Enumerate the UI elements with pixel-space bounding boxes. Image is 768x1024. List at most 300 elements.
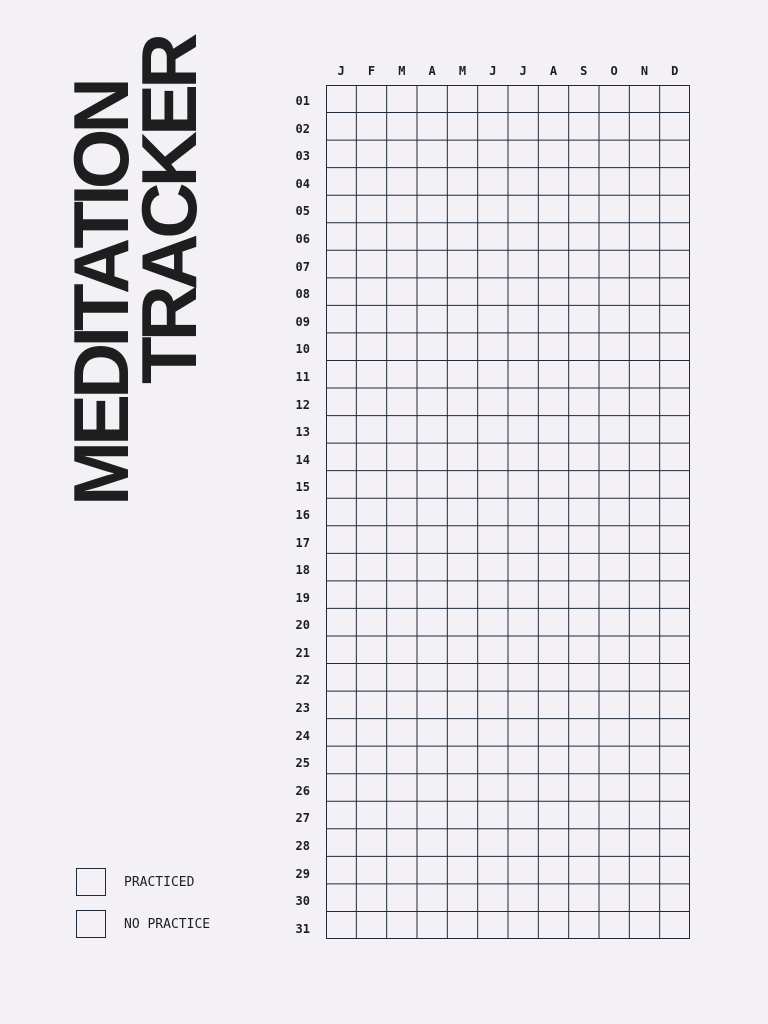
tracker-cell[interactable]: [447, 443, 477, 471]
tracker-cell[interactable]: [569, 498, 599, 526]
tracker-cell[interactable]: [660, 360, 690, 388]
tracker-cell[interactable]: [417, 223, 447, 251]
tracker-cell[interactable]: [417, 608, 447, 636]
tracker-cell[interactable]: [538, 250, 568, 278]
tracker-cell[interactable]: [387, 829, 417, 857]
tracker-cell[interactable]: [508, 168, 538, 196]
tracker-cell[interactable]: [599, 443, 629, 471]
tracker-cell[interactable]: [387, 140, 417, 168]
tracker-cell[interactable]: [660, 333, 690, 361]
tracker-cell[interactable]: [538, 746, 568, 774]
tracker-cell[interactable]: [356, 829, 386, 857]
tracker-cell[interactable]: [326, 113, 356, 141]
tracker-cell[interactable]: [326, 774, 356, 802]
tracker-cell[interactable]: [387, 911, 417, 939]
tracker-cell[interactable]: [417, 691, 447, 719]
tracker-cell[interactable]: [417, 498, 447, 526]
tracker-cell[interactable]: [326, 553, 356, 581]
tracker-cell[interactable]: [387, 113, 417, 141]
tracker-cell[interactable]: [356, 195, 386, 223]
tracker-cell[interactable]: [629, 801, 659, 829]
tracker-cell[interactable]: [508, 388, 538, 416]
tracker-cell[interactable]: [326, 911, 356, 939]
tracker-cell[interactable]: [417, 195, 447, 223]
tracker-cell[interactable]: [660, 856, 690, 884]
tracker-cell[interactable]: [417, 140, 447, 168]
tracker-cell[interactable]: [660, 498, 690, 526]
tracker-cell[interactable]: [447, 195, 477, 223]
tracker-cell[interactable]: [447, 553, 477, 581]
tracker-cell[interactable]: [417, 250, 447, 278]
tracker-cell[interactable]: [538, 856, 568, 884]
tracker-cell[interactable]: [478, 360, 508, 388]
tracker-cell[interactable]: [538, 443, 568, 471]
tracker-cell[interactable]: [387, 250, 417, 278]
tracker-cell[interactable]: [599, 691, 629, 719]
tracker-cell[interactable]: [417, 85, 447, 113]
tracker-cell[interactable]: [538, 526, 568, 554]
tracker-cell[interactable]: [660, 168, 690, 196]
tracker-cell[interactable]: [538, 195, 568, 223]
tracker-cell[interactable]: [478, 471, 508, 499]
tracker-cell[interactable]: [447, 471, 477, 499]
tracker-cell[interactable]: [417, 636, 447, 664]
tracker-cell[interactable]: [417, 113, 447, 141]
tracker-cell[interactable]: [417, 471, 447, 499]
tracker-cell[interactable]: [387, 388, 417, 416]
tracker-cell[interactable]: [356, 553, 386, 581]
tracker-cell[interactable]: [387, 443, 417, 471]
tracker-cell[interactable]: [629, 664, 659, 692]
tracker-cell[interactable]: [356, 443, 386, 471]
tracker-cell[interactable]: [569, 801, 599, 829]
tracker-cell[interactable]: [538, 113, 568, 141]
tracker-cell[interactable]: [629, 443, 659, 471]
tracker-cell[interactable]: [660, 884, 690, 912]
tracker-cell[interactable]: [599, 581, 629, 609]
tracker-cell[interactable]: [660, 443, 690, 471]
tracker-cell[interactable]: [387, 553, 417, 581]
tracker-cell[interactable]: [326, 333, 356, 361]
tracker-cell[interactable]: [417, 581, 447, 609]
tracker-cell[interactable]: [326, 471, 356, 499]
tracker-cell[interactable]: [478, 774, 508, 802]
tracker-cell[interactable]: [417, 801, 447, 829]
tracker-cell[interactable]: [599, 911, 629, 939]
tracker-cell[interactable]: [599, 664, 629, 692]
tracker-cell[interactable]: [417, 278, 447, 306]
tracker-cell[interactable]: [417, 829, 447, 857]
tracker-cell[interactable]: [447, 168, 477, 196]
tracker-cell[interactable]: [660, 581, 690, 609]
tracker-cell[interactable]: [660, 526, 690, 554]
tracker-cell[interactable]: [356, 250, 386, 278]
tracker-cell[interactable]: [629, 333, 659, 361]
tracker-cell[interactable]: [326, 416, 356, 444]
tracker-cell[interactable]: [629, 636, 659, 664]
tracker-cell[interactable]: [599, 113, 629, 141]
tracker-cell[interactable]: [660, 416, 690, 444]
tracker-cell[interactable]: [447, 85, 477, 113]
tracker-cell[interactable]: [447, 636, 477, 664]
tracker-cell[interactable]: [387, 333, 417, 361]
tracker-cell[interactable]: [569, 113, 599, 141]
tracker-cell[interactable]: [417, 884, 447, 912]
tracker-cell[interactable]: [599, 388, 629, 416]
tracker-cell[interactable]: [569, 829, 599, 857]
tracker-cell[interactable]: [326, 581, 356, 609]
tracker-cell[interactable]: [508, 884, 538, 912]
tracker-cell[interactable]: [417, 360, 447, 388]
tracker-cell[interactable]: [356, 746, 386, 774]
tracker-cell[interactable]: [599, 168, 629, 196]
tracker-cell[interactable]: [660, 911, 690, 939]
tracker-cell[interactable]: [356, 113, 386, 141]
tracker-cell[interactable]: [660, 829, 690, 857]
tracker-cell[interactable]: [356, 801, 386, 829]
tracker-cell[interactable]: [326, 388, 356, 416]
tracker-cell[interactable]: [599, 636, 629, 664]
tracker-cell[interactable]: [478, 113, 508, 141]
tracker-cell[interactable]: [387, 278, 417, 306]
tracker-cell[interactable]: [569, 360, 599, 388]
tracker-cell[interactable]: [447, 388, 477, 416]
tracker-cell[interactable]: [478, 829, 508, 857]
tracker-cell[interactable]: [538, 140, 568, 168]
tracker-cell[interactable]: [356, 140, 386, 168]
tracker-cell[interactable]: [538, 829, 568, 857]
tracker-cell[interactable]: [326, 746, 356, 774]
tracker-cell[interactable]: [629, 884, 659, 912]
tracker-cell[interactable]: [508, 774, 538, 802]
tracker-cell[interactable]: [508, 636, 538, 664]
tracker-cell[interactable]: [447, 856, 477, 884]
tracker-cell[interactable]: [569, 223, 599, 251]
tracker-cell[interactable]: [569, 664, 599, 692]
tracker-cell[interactable]: [326, 829, 356, 857]
tracker-cell[interactable]: [508, 195, 538, 223]
tracker-cell[interactable]: [508, 719, 538, 747]
tracker-cell[interactable]: [599, 801, 629, 829]
tracker-cell[interactable]: [569, 636, 599, 664]
tracker-cell[interactable]: [447, 664, 477, 692]
tracker-cell[interactable]: [569, 250, 599, 278]
tracker-cell[interactable]: [356, 664, 386, 692]
tracker-cell[interactable]: [629, 471, 659, 499]
tracker-cell[interactable]: [387, 168, 417, 196]
tracker-cell[interactable]: [387, 526, 417, 554]
tracker-cell[interactable]: [538, 85, 568, 113]
tracker-cell[interactable]: [508, 333, 538, 361]
tracker-cell[interactable]: [569, 856, 599, 884]
tracker-cell[interactable]: [599, 416, 629, 444]
tracker-cell[interactable]: [629, 608, 659, 636]
tracker-cell[interactable]: [478, 526, 508, 554]
tracker-cell[interactable]: [447, 608, 477, 636]
tracker-cell[interactable]: [538, 305, 568, 333]
tracker-cell[interactable]: [447, 416, 477, 444]
tracker-cell[interactable]: [478, 250, 508, 278]
tracker-cell[interactable]: [599, 85, 629, 113]
tracker-cell[interactable]: [599, 278, 629, 306]
tracker-cell[interactable]: [599, 498, 629, 526]
tracker-cell[interactable]: [356, 608, 386, 636]
tracker-cell[interactable]: [599, 305, 629, 333]
tracker-cell[interactable]: [387, 608, 417, 636]
tracker-cell[interactable]: [599, 250, 629, 278]
tracker-cell[interactable]: [569, 333, 599, 361]
tracker-cell[interactable]: [478, 498, 508, 526]
tracker-cell[interactable]: [629, 140, 659, 168]
tracker-cell[interactable]: [538, 471, 568, 499]
tracker-cell[interactable]: [417, 305, 447, 333]
tracker-cell[interactable]: [478, 553, 508, 581]
tracker-cell[interactable]: [326, 636, 356, 664]
tracker-cell[interactable]: [356, 360, 386, 388]
tracker-cell[interactable]: [660, 774, 690, 802]
tracker-cell[interactable]: [508, 526, 538, 554]
tracker-cell[interactable]: [629, 195, 659, 223]
tracker-cell[interactable]: [356, 498, 386, 526]
tracker-cell[interactable]: [538, 884, 568, 912]
tracker-cell[interactable]: [508, 443, 538, 471]
tracker-cell[interactable]: [599, 471, 629, 499]
tracker-cell[interactable]: [326, 250, 356, 278]
tracker-cell[interactable]: [356, 691, 386, 719]
tracker-cell[interactable]: [387, 774, 417, 802]
tracker-cell[interactable]: [478, 278, 508, 306]
tracker-cell[interactable]: [447, 250, 477, 278]
tracker-cell[interactable]: [538, 168, 568, 196]
tracker-cell[interactable]: [508, 416, 538, 444]
tracker-cell[interactable]: [478, 691, 508, 719]
tracker-cell[interactable]: [387, 691, 417, 719]
tracker-cell[interactable]: [326, 719, 356, 747]
tracker-cell[interactable]: [478, 140, 508, 168]
tracker-cell[interactable]: [447, 113, 477, 141]
tracker-cell[interactable]: [387, 719, 417, 747]
tracker-cell[interactable]: [478, 746, 508, 774]
tracker-cell[interactable]: [417, 774, 447, 802]
tracker-cell[interactable]: [508, 278, 538, 306]
tracker-cell[interactable]: [387, 498, 417, 526]
tracker-cell[interactable]: [599, 829, 629, 857]
tracker-cell[interactable]: [660, 636, 690, 664]
tracker-cell[interactable]: [356, 278, 386, 306]
tracker-cell[interactable]: [447, 801, 477, 829]
tracker-cell[interactable]: [629, 388, 659, 416]
tracker-cell[interactable]: [538, 608, 568, 636]
tracker-cell[interactable]: [508, 746, 538, 774]
tracker-cell[interactable]: [599, 223, 629, 251]
tracker-cell[interactable]: [326, 608, 356, 636]
tracker-cell[interactable]: [356, 471, 386, 499]
tracker-cell[interactable]: [660, 113, 690, 141]
tracker-cell[interactable]: [569, 416, 599, 444]
tracker-cell[interactable]: [660, 388, 690, 416]
tracker-cell[interactable]: [356, 305, 386, 333]
tracker-cell[interactable]: [508, 664, 538, 692]
tracker-cell[interactable]: [599, 608, 629, 636]
tracker-cell[interactable]: [447, 774, 477, 802]
tracker-cell[interactable]: [508, 553, 538, 581]
tracker-cell[interactable]: [660, 553, 690, 581]
tracker-cell[interactable]: [478, 801, 508, 829]
tracker-cell[interactable]: [417, 746, 447, 774]
tracker-cell[interactable]: [387, 664, 417, 692]
tracker-cell[interactable]: [629, 553, 659, 581]
tracker-cell[interactable]: [660, 278, 690, 306]
tracker-cell[interactable]: [478, 305, 508, 333]
tracker-cell[interactable]: [599, 360, 629, 388]
tracker-cell[interactable]: [569, 168, 599, 196]
tracker-cell[interactable]: [447, 223, 477, 251]
tracker-cell[interactable]: [629, 856, 659, 884]
tracker-cell[interactable]: [538, 553, 568, 581]
tracker-cell[interactable]: [599, 526, 629, 554]
tracker-cell[interactable]: [356, 333, 386, 361]
tracker-cell[interactable]: [447, 884, 477, 912]
tracker-cell[interactable]: [508, 911, 538, 939]
tracker-cell[interactable]: [660, 471, 690, 499]
tracker-cell[interactable]: [387, 195, 417, 223]
tracker-cell[interactable]: [447, 140, 477, 168]
tracker-cell[interactable]: [447, 719, 477, 747]
tracker-cell[interactable]: [356, 856, 386, 884]
tracker-cell[interactable]: [417, 526, 447, 554]
tracker-cell[interactable]: [538, 801, 568, 829]
tracker-cell[interactable]: [447, 691, 477, 719]
tracker-cell[interactable]: [538, 360, 568, 388]
tracker-cell[interactable]: [478, 168, 508, 196]
tracker-cell[interactable]: [569, 911, 599, 939]
tracker-cell[interactable]: [417, 168, 447, 196]
tracker-cell[interactable]: [599, 553, 629, 581]
tracker-cell[interactable]: [417, 911, 447, 939]
tracker-cell[interactable]: [660, 801, 690, 829]
tracker-cell[interactable]: [569, 140, 599, 168]
tracker-cell[interactable]: [569, 305, 599, 333]
tracker-cell[interactable]: [356, 581, 386, 609]
tracker-cell[interactable]: [478, 416, 508, 444]
tracker-cell[interactable]: [660, 664, 690, 692]
tracker-cell[interactable]: [629, 416, 659, 444]
tracker-cell[interactable]: [508, 85, 538, 113]
tracker-cell[interactable]: [660, 223, 690, 251]
tracker-cell[interactable]: [569, 526, 599, 554]
tracker-cell[interactable]: [569, 443, 599, 471]
tracker-cell[interactable]: [447, 581, 477, 609]
tracker-cell[interactable]: [447, 360, 477, 388]
tracker-cell[interactable]: [387, 746, 417, 774]
tracker-cell[interactable]: [478, 581, 508, 609]
tracker-cell[interactable]: [387, 223, 417, 251]
tracker-cell[interactable]: [629, 829, 659, 857]
tracker-cell[interactable]: [508, 471, 538, 499]
tracker-cell[interactable]: [447, 746, 477, 774]
tracker-cell[interactable]: [508, 829, 538, 857]
tracker-cell[interactable]: [478, 85, 508, 113]
tracker-cell[interactable]: [478, 223, 508, 251]
tracker-cell[interactable]: [569, 691, 599, 719]
tracker-cell[interactable]: [569, 85, 599, 113]
tracker-cell[interactable]: [326, 801, 356, 829]
tracker-cell[interactable]: [660, 691, 690, 719]
tracker-cell[interactable]: [569, 278, 599, 306]
tracker-cell[interactable]: [356, 774, 386, 802]
tracker-cell[interactable]: [508, 801, 538, 829]
tracker-cell[interactable]: [387, 360, 417, 388]
tracker-cell[interactable]: [326, 85, 356, 113]
tracker-cell[interactable]: [508, 581, 538, 609]
tracker-cell[interactable]: [478, 333, 508, 361]
tracker-cell[interactable]: [387, 801, 417, 829]
tracker-cell[interactable]: [326, 884, 356, 912]
tracker-cell[interactable]: [569, 581, 599, 609]
tracker-cell[interactable]: [478, 884, 508, 912]
tracker-cell[interactable]: [447, 911, 477, 939]
tracker-cell[interactable]: [478, 856, 508, 884]
tracker-cell[interactable]: [417, 333, 447, 361]
tracker-cell[interactable]: [326, 360, 356, 388]
tracker-cell[interactable]: [417, 719, 447, 747]
tracker-cell[interactable]: [629, 774, 659, 802]
tracker-cell[interactable]: [660, 250, 690, 278]
tracker-cell[interactable]: [326, 443, 356, 471]
tracker-cell[interactable]: [660, 608, 690, 636]
tracker-cell[interactable]: [629, 526, 659, 554]
tracker-cell[interactable]: [538, 416, 568, 444]
tracker-cell[interactable]: [356, 416, 386, 444]
tracker-cell[interactable]: [629, 250, 659, 278]
tracker-cell[interactable]: [569, 774, 599, 802]
tracker-cell[interactable]: [447, 498, 477, 526]
tracker-cell[interactable]: [326, 278, 356, 306]
tracker-cell[interactable]: [508, 305, 538, 333]
tracker-cell[interactable]: [356, 526, 386, 554]
tracker-cell[interactable]: [387, 85, 417, 113]
tracker-cell[interactable]: [387, 581, 417, 609]
tracker-cell[interactable]: [629, 746, 659, 774]
tracker-cell[interactable]: [387, 305, 417, 333]
tracker-cell[interactable]: [478, 388, 508, 416]
tracker-cell[interactable]: [356, 911, 386, 939]
tracker-cell[interactable]: [538, 333, 568, 361]
tracker-cell[interactable]: [569, 471, 599, 499]
tracker-cell[interactable]: [326, 168, 356, 196]
tracker-cell[interactable]: [538, 278, 568, 306]
tracker-cell[interactable]: [629, 85, 659, 113]
tracker-cell[interactable]: [569, 553, 599, 581]
tracker-cell[interactable]: [508, 856, 538, 884]
tracker-cell[interactable]: [326, 856, 356, 884]
tracker-cell[interactable]: [599, 856, 629, 884]
tracker-cell[interactable]: [447, 278, 477, 306]
tracker-cell[interactable]: [599, 140, 629, 168]
tracker-cell[interactable]: [387, 856, 417, 884]
tracker-cell[interactable]: [538, 581, 568, 609]
tracker-cell[interactable]: [508, 140, 538, 168]
tracker-cell[interactable]: [508, 223, 538, 251]
tracker-cell[interactable]: [356, 884, 386, 912]
tracker-cell[interactable]: [356, 719, 386, 747]
tracker-cell[interactable]: [508, 360, 538, 388]
tracker-cell[interactable]: [629, 719, 659, 747]
tracker-cell[interactable]: [508, 113, 538, 141]
tracker-cell[interactable]: [356, 636, 386, 664]
tracker-cell[interactable]: [387, 884, 417, 912]
tracker-cell[interactable]: [629, 360, 659, 388]
